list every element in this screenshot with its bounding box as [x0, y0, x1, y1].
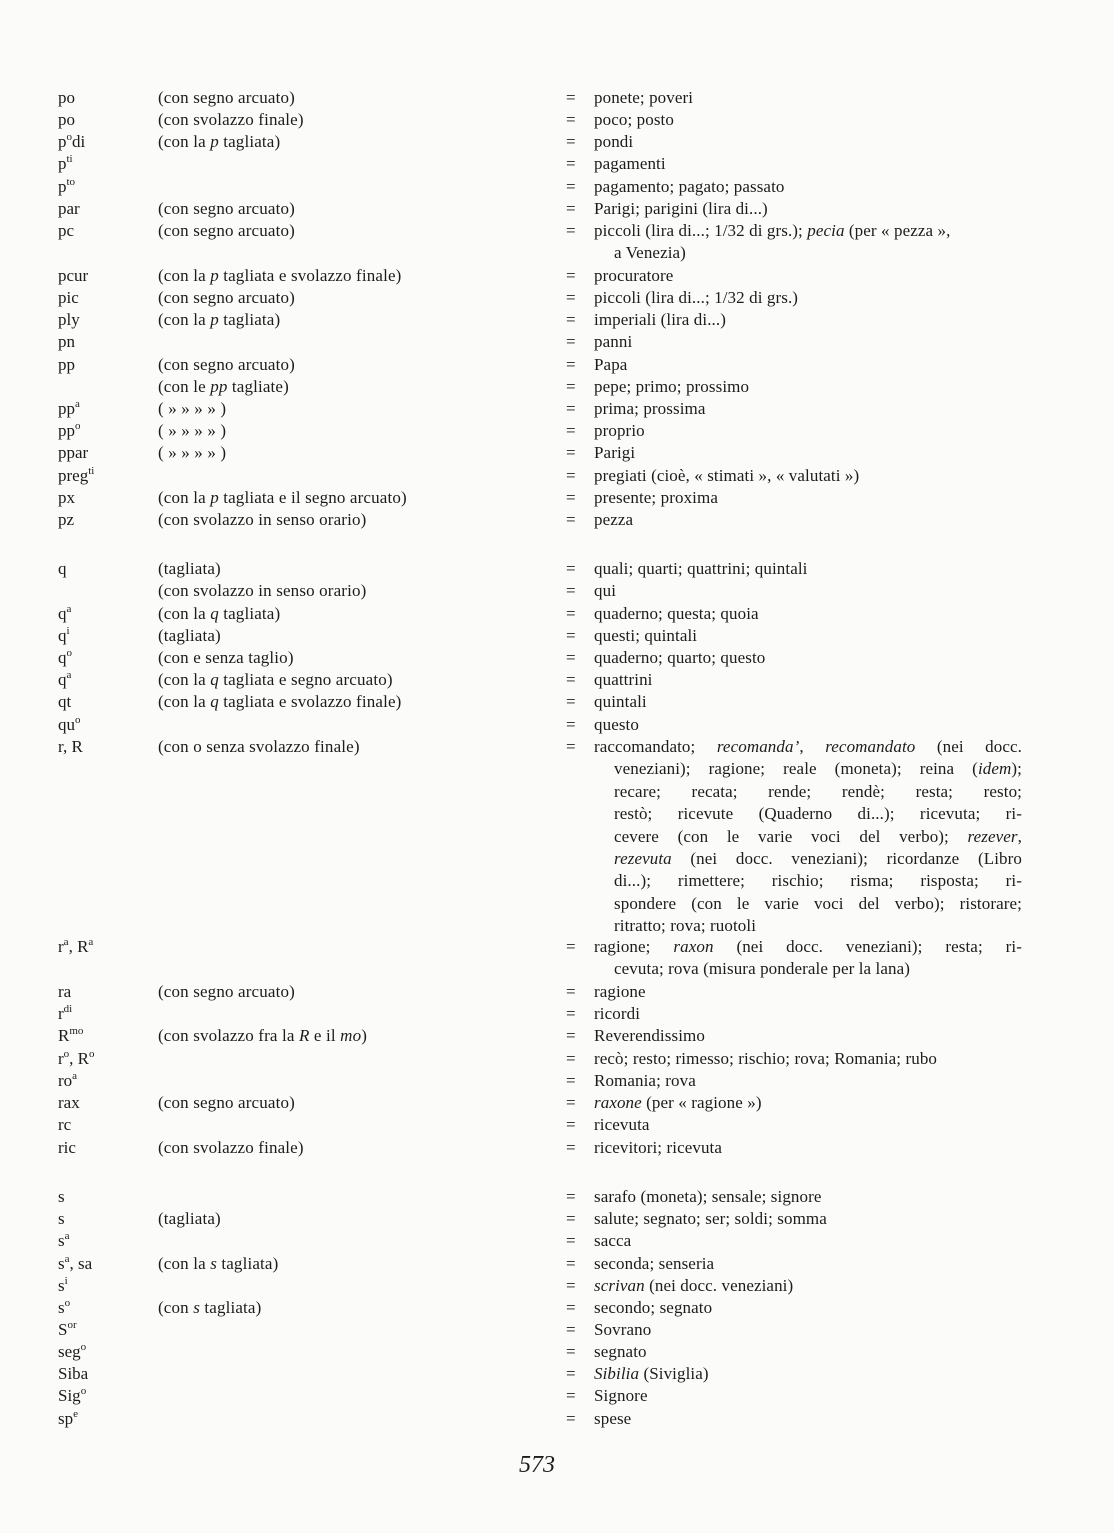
abbreviation-description: ( » » » » ) [158, 399, 227, 418]
equals-sign: = [566, 332, 576, 351]
abbreviation: po [58, 88, 75, 107]
superscript: o [66, 647, 72, 659]
meaning [594, 198, 1022, 220]
equals-sign: = [566, 154, 576, 173]
meaning-line: imperiali (lira di...) [594, 310, 727, 329]
meaning-line: pepe; primo; prossimo [594, 377, 750, 396]
superscript: a [66, 669, 72, 681]
italic-term: p [210, 310, 219, 329]
superscript: a [88, 936, 94, 948]
abbreviation-description: (con svolazzo finale) [158, 1138, 304, 1157]
abbreviation-description: (con svolazzo fra la R e il mo) [158, 1026, 368, 1045]
meaning-line: ragione [594, 982, 646, 1001]
meaning [594, 398, 1022, 420]
meaning [594, 1070, 1022, 1092]
superscript: i [64, 1275, 68, 1287]
superscript: o [80, 1341, 87, 1353]
meaning-line: proprio [594, 421, 645, 440]
meaning-line: recò; resto; rimesso; rischio; rova; Romania; rubo [594, 1049, 938, 1068]
abbreviation: $ro^a$ [58, 1070, 78, 1090]
meaning [594, 109, 1022, 131]
superscript: to [66, 176, 76, 188]
equals-sign: = [566, 581, 576, 600]
equals-sign: = [566, 626, 576, 645]
meaning-line: ricevitori; ricevuta [594, 1138, 723, 1157]
italic-term: rezever [967, 826, 1018, 846]
meaning [594, 509, 1022, 531]
meaning [594, 1363, 1022, 1385]
abbreviation-description: (con svolazzo in senso orario) [158, 581, 367, 600]
equals-sign: = [566, 288, 576, 307]
equals-sign: = [566, 88, 576, 107]
abbreviation-description: (con la p tagliata e svolazzo finale) [158, 266, 402, 285]
meaning-line: Sovrano [594, 1320, 652, 1339]
italic-term: recomanda’ [716, 737, 800, 756]
abbreviation-description: (con segno arcuato) [158, 288, 295, 307]
equals-sign: = [566, 1386, 576, 1405]
meaning [594, 981, 1022, 1003]
superscript: o [64, 1297, 71, 1309]
italic-term: raxon [673, 937, 714, 956]
superscript: di [63, 1003, 73, 1015]
equals-sign: = [566, 1409, 576, 1428]
meaning-line: quaderno; quarto; questo [594, 648, 766, 667]
meaning-line: pagamenti [594, 154, 666, 173]
abbreviation: px [58, 488, 75, 507]
abbreviation: $p^{to}$ [58, 176, 76, 196]
meaning-line: seconda; senseria [594, 1254, 715, 1273]
equals-sign: = [566, 648, 576, 667]
abbreviation: $S^{or}$ [58, 1319, 77, 1339]
meaning [594, 287, 1022, 309]
meaning-line: prima; prossima [594, 399, 706, 418]
abbreviation: $p^odi$ [58, 131, 86, 151]
superscript: a [63, 936, 69, 948]
equals-sign: = [566, 670, 576, 689]
meaning [594, 1092, 1022, 1114]
equals-sign: = [566, 1209, 576, 1228]
abbreviation-description: (con la q tagliata e segno arcuato) [158, 670, 393, 689]
equals-sign: = [566, 310, 576, 329]
meaning-line: ricevuta [594, 1115, 650, 1134]
superscript: o [75, 714, 81, 726]
abbreviation-description: (con la q tagliata) [158, 604, 281, 623]
page-number: 573 [519, 1452, 555, 1478]
abbreviation: qt [58, 692, 72, 711]
abbreviation: pc [58, 221, 75, 240]
superscript: o [80, 1385, 87, 1397]
meaning-line: sarafo (moneta); sensale; signore [594, 1187, 822, 1206]
abbreviation: $r^{di}$ [58, 1003, 73, 1023]
italic-term: p [210, 132, 219, 151]
abbreviation: q [58, 559, 67, 578]
meaning-line: panni [594, 332, 633, 351]
abbreviation: Siba [58, 1364, 89, 1383]
meaning [594, 669, 1022, 691]
meaning [594, 420, 1022, 442]
equals-sign: = [566, 1231, 576, 1250]
abbreviation: ra [58, 982, 72, 1001]
meaning-line: Papa [594, 355, 628, 374]
meaning [594, 220, 1022, 265]
meaning [594, 558, 1022, 580]
equals-sign: = [566, 1004, 576, 1023]
equals-sign: = [566, 488, 576, 507]
abbreviation: $r^o$, $R^o$ [58, 1048, 95, 1068]
superscript: e [73, 1408, 79, 1420]
abbreviation: $pp^o$ [58, 420, 81, 440]
abbreviation: r, R [58, 737, 83, 756]
meaning-line: quattrini [594, 670, 653, 689]
meaning-line: ragione; raxon (nei docc. veneziani); resta; ri- [594, 937, 1022, 956]
equals-sign: = [566, 355, 576, 374]
italic-term: scrivan [594, 1276, 645, 1295]
equals-sign: = [566, 377, 576, 396]
meaning-line: di...); rimettere; rischio; risma; risposta; ri- [614, 871, 1022, 891]
abbreviation: $p^{ti}$ [58, 153, 73, 173]
equals-sign: = [566, 1026, 576, 1045]
abbreviation-description: (tagliata) [158, 559, 221, 578]
abbreviation: Sig$^o$ [58, 1385, 87, 1405]
italic-term: p [210, 488, 219, 507]
superscript: o [66, 131, 72, 143]
equals-sign: = [566, 715, 576, 734]
meaning [594, 131, 1022, 153]
meaning-line: cevuta; rova (misura ponderale per la lana) [614, 959, 910, 979]
superscript: ti [66, 153, 73, 165]
meaning-line: quali; quarti; quattrini; quintali [594, 559, 808, 578]
superscript: a [64, 1253, 70, 1265]
abbreviation-description: (con la q tagliata e svolazzo finale) [158, 692, 402, 711]
abbreviation: $s^o$ [58, 1297, 71, 1317]
superscript: i [66, 625, 70, 637]
meaning-line: questi; quintali [594, 626, 698, 645]
abbreviation-description: (con la p tagliata) [158, 132, 281, 151]
meaning [594, 176, 1022, 198]
meaning-line: restò; ricevute (Quaderno di...); ricevuta; ri- [614, 804, 1022, 824]
italic-term: q [210, 692, 219, 711]
equals-sign: = [566, 604, 576, 623]
meaning-line: segnato [594, 1342, 647, 1361]
meaning-line: Sibilia (Siviglia) [594, 1364, 709, 1383]
equals-sign: = [566, 399, 576, 418]
superscript: o [75, 420, 81, 432]
meaning-line: presente; proxima [594, 488, 718, 507]
italic-term: p [210, 266, 219, 285]
meaning-line: scrivan (nei docc. veneziani) [594, 1276, 794, 1295]
abbreviation: seg$^o$ [58, 1341, 87, 1361]
meaning-line: procuratore [594, 266, 674, 285]
meaning [594, 647, 1022, 669]
meaning-line: Parigi [594, 443, 636, 462]
abbreviation-description: (tagliata) [158, 1209, 221, 1228]
superscript: mo [69, 1025, 84, 1037]
meaning [594, 1253, 1022, 1275]
abbreviation: $q^a$ [58, 669, 72, 689]
meaning-line: Romania; rova [594, 1071, 696, 1090]
meaning [594, 1114, 1022, 1136]
italic-term: pp [210, 377, 228, 396]
equals-sign: = [566, 559, 576, 578]
meaning [594, 87, 1022, 109]
abbreviation-description: (con segno arcuato) [158, 982, 295, 1001]
meaning [594, 580, 1022, 602]
meaning [594, 265, 1022, 287]
italic-term: pecia [807, 221, 845, 240]
meaning-line: ritratto; rova; ruotoli [614, 916, 757, 936]
equals-sign: = [566, 1364, 576, 1383]
abbreviation-description: ( » » » » ) [158, 443, 227, 462]
italic-term: rezevuta [614, 849, 672, 869]
meaning [594, 736, 1022, 938]
equals-sign: = [566, 1298, 576, 1317]
meaning-line: secondo; segnato [594, 1298, 713, 1317]
meaning-line: spese [594, 1409, 632, 1428]
meaning [594, 1048, 1022, 1070]
abbreviation: $s^i$ [58, 1275, 68, 1295]
abbreviation: ppar [58, 443, 89, 462]
abbreviation-description: (con segno arcuato) [158, 199, 295, 218]
equals-sign: = [566, 1187, 576, 1206]
meaning-line: piccoli (lira di...; 1/32 di grs.); pecia (per « pezza », [594, 221, 951, 240]
abbreviation: pcur [58, 266, 89, 285]
equals-sign: = [566, 221, 576, 240]
equals-sign: = [566, 1093, 576, 1112]
meaning [594, 1275, 1022, 1297]
italic-term: q [210, 604, 219, 623]
abbreviation-description: (con le pp tagliate) [158, 377, 289, 396]
meaning [594, 1137, 1022, 1159]
italic-term: Sibilia [594, 1364, 640, 1383]
abbreviation: preg$^{ti}$ [58, 465, 95, 485]
abbreviation: $pp^a$ [58, 398, 80, 418]
meaning-line: raxone (per « ragione ») [594, 1093, 762, 1112]
meaning-line: recare; recata; rende; rendè; resta; resto; [614, 781, 1022, 801]
meaning [594, 442, 1022, 464]
abbreviation: pp [58, 355, 75, 374]
italic-term: R [298, 1026, 310, 1045]
abbreviation: s [58, 1187, 65, 1206]
abbreviation-description: (con segno arcuato) [158, 355, 295, 374]
meaning [594, 625, 1022, 647]
meaning-line: piccoli (lira di...; 1/32 di grs.) [594, 288, 799, 307]
abbreviation-description: (con segno arcuato) [158, 88, 295, 107]
meaning-line: Signore [594, 1386, 648, 1405]
meaning-line: a Venezia) [614, 243, 686, 263]
meaning-line: qui [594, 581, 617, 600]
meaning [594, 354, 1022, 376]
meaning [594, 1297, 1022, 1319]
abbreviation: $q^i$ [58, 625, 70, 645]
meaning [594, 691, 1022, 713]
superscript: a [72, 1070, 78, 1082]
meaning-line: spondere (con le varie voci del verbo); ristorare; [614, 893, 1022, 913]
superscript: ti [88, 465, 95, 477]
meaning [594, 153, 1022, 175]
meaning-line: salute; segnato; ser; soldi; somma [594, 1209, 827, 1228]
meaning [594, 1230, 1022, 1252]
meaning-line: rezevuta (nei docc. veneziani); ricordanze (Libro [614, 849, 1022, 869]
abbreviation: $sp^e$ [58, 1408, 79, 1428]
meaning-line: cevere (con le varie voci del verbo); rezever, [614, 826, 1022, 846]
meaning-line: pondi [594, 132, 634, 151]
superscript: o [63, 1048, 70, 1060]
meaning-line: veneziani); ragione; reale (moneta); reina (idem); [614, 759, 1022, 779]
abbreviation-description: (con segno arcuato) [158, 221, 295, 240]
meaning-line: ricordi [594, 1004, 641, 1023]
abbreviation-description: (con la s tagliata) [158, 1254, 279, 1273]
abbreviation: par [58, 199, 80, 218]
equals-sign: = [566, 1115, 576, 1134]
meaning-line: ponete; poveri [594, 88, 694, 107]
meaning [594, 1341, 1022, 1363]
abbreviation-description: (con o senza svolazzo finale) [158, 737, 360, 756]
equals-sign: = [566, 692, 576, 711]
equals-sign: = [566, 1049, 576, 1068]
meaning [594, 487, 1022, 509]
equals-sign: = [566, 1071, 576, 1090]
abbreviation-description: (con la p tagliata e il segno arcuato) [158, 488, 407, 507]
meaning-line: sacca [594, 1231, 632, 1250]
meaning [594, 1186, 1022, 1208]
meaning [594, 1208, 1022, 1230]
equals-sign: = [566, 466, 576, 485]
meaning [594, 331, 1022, 353]
equals-sign: = [566, 421, 576, 440]
abbreviation: po [58, 110, 75, 129]
equals-sign: = [566, 982, 576, 1001]
equals-sign: = [566, 1138, 576, 1157]
superscript: a [75, 398, 80, 410]
abbreviation-description: (con la p tagliata) [158, 310, 281, 329]
meaning-line: Parigi; parigini (lira di...) [594, 199, 768, 218]
meaning [594, 465, 1022, 487]
italic-term: idem [977, 759, 1012, 779]
meaning [594, 309, 1022, 331]
meaning [594, 1408, 1022, 1430]
italic-term: q [210, 670, 219, 689]
meaning-line: pregiati (cioè, « stimati », « valutati ») [594, 466, 860, 485]
abbreviation: $qu^o$ [58, 714, 81, 734]
italic-term: raxone [594, 1093, 642, 1112]
superscript: a [64, 1230, 70, 1242]
meaning-line: poco; posto [594, 110, 674, 129]
meaning-line: pagamento; pagato; passato [594, 177, 785, 196]
abbreviation: $q^o$ [58, 647, 72, 667]
equals-sign: = [566, 266, 576, 285]
meaning [594, 1319, 1022, 1341]
abbreviation-description: (con svolazzo in senso orario) [158, 510, 367, 529]
italic-term: mo [340, 1026, 362, 1045]
abbreviation: rax [58, 1093, 80, 1112]
abbreviation: ply [58, 310, 80, 329]
italic-term: s [210, 1254, 217, 1273]
equals-sign: = [566, 177, 576, 196]
meaning-line: quintali [594, 692, 647, 711]
equals-sign: = [566, 110, 576, 129]
abbreviation-description: (con s tagliata) [158, 1298, 262, 1317]
superscript: o [89, 1048, 95, 1060]
meaning [594, 1385, 1022, 1407]
abbreviation-description: (con svolazzo finale) [158, 110, 304, 129]
abbreviation: s [58, 1209, 65, 1228]
meaning-line: questo [594, 715, 639, 734]
equals-sign: = [566, 1254, 576, 1273]
abbreviation-description: (con segno arcuato) [158, 1093, 295, 1112]
equals-sign: = [566, 1320, 576, 1339]
equals-sign: = [566, 737, 576, 756]
abbreviation-description: (tagliata) [158, 626, 221, 645]
abbreviation: $s^a$, sa [58, 1253, 93, 1273]
meaning [594, 376, 1022, 398]
meaning [594, 936, 1022, 981]
abbreviation: $q^a$ [58, 603, 72, 623]
meaning [594, 714, 1022, 736]
meaning [594, 603, 1022, 625]
abbreviation: $r^a$, $R^a$ [58, 936, 94, 956]
superscript: or [67, 1319, 77, 1331]
equals-sign: = [566, 510, 576, 529]
equals-sign: = [566, 1276, 576, 1295]
abbreviation: rc [58, 1115, 72, 1134]
meaning-line: quaderno; questa; quoia [594, 604, 759, 623]
abbreviation: pn [58, 332, 75, 351]
abbreviation: ric [58, 1138, 76, 1157]
equals-sign: = [566, 443, 576, 462]
abbreviation: $R^{mo}$ [58, 1025, 84, 1045]
abbreviation: pic [58, 288, 79, 307]
abbreviation: pz [58, 510, 75, 529]
abbreviation-description: (con e senza taglio) [158, 648, 294, 667]
superscript: a [66, 603, 72, 615]
meaning-line: Reverendissimo [594, 1026, 705, 1045]
abbreviation-description: ( » » » » ) [158, 421, 227, 440]
abbreviation: $s^a$ [58, 1230, 70, 1250]
italic-term: s [193, 1298, 200, 1317]
meaning [594, 1025, 1022, 1047]
equals-sign: = [566, 199, 576, 218]
italic-term: recomandato [825, 737, 916, 756]
equals-sign: = [566, 937, 576, 956]
meaning [594, 1003, 1022, 1025]
meaning-line: raccomandato; recomanda’, recomandato (nei docc. [594, 737, 1022, 756]
equals-sign: = [566, 132, 576, 151]
meaning-line: pezza [594, 510, 634, 529]
equals-sign: = [566, 1342, 576, 1361]
